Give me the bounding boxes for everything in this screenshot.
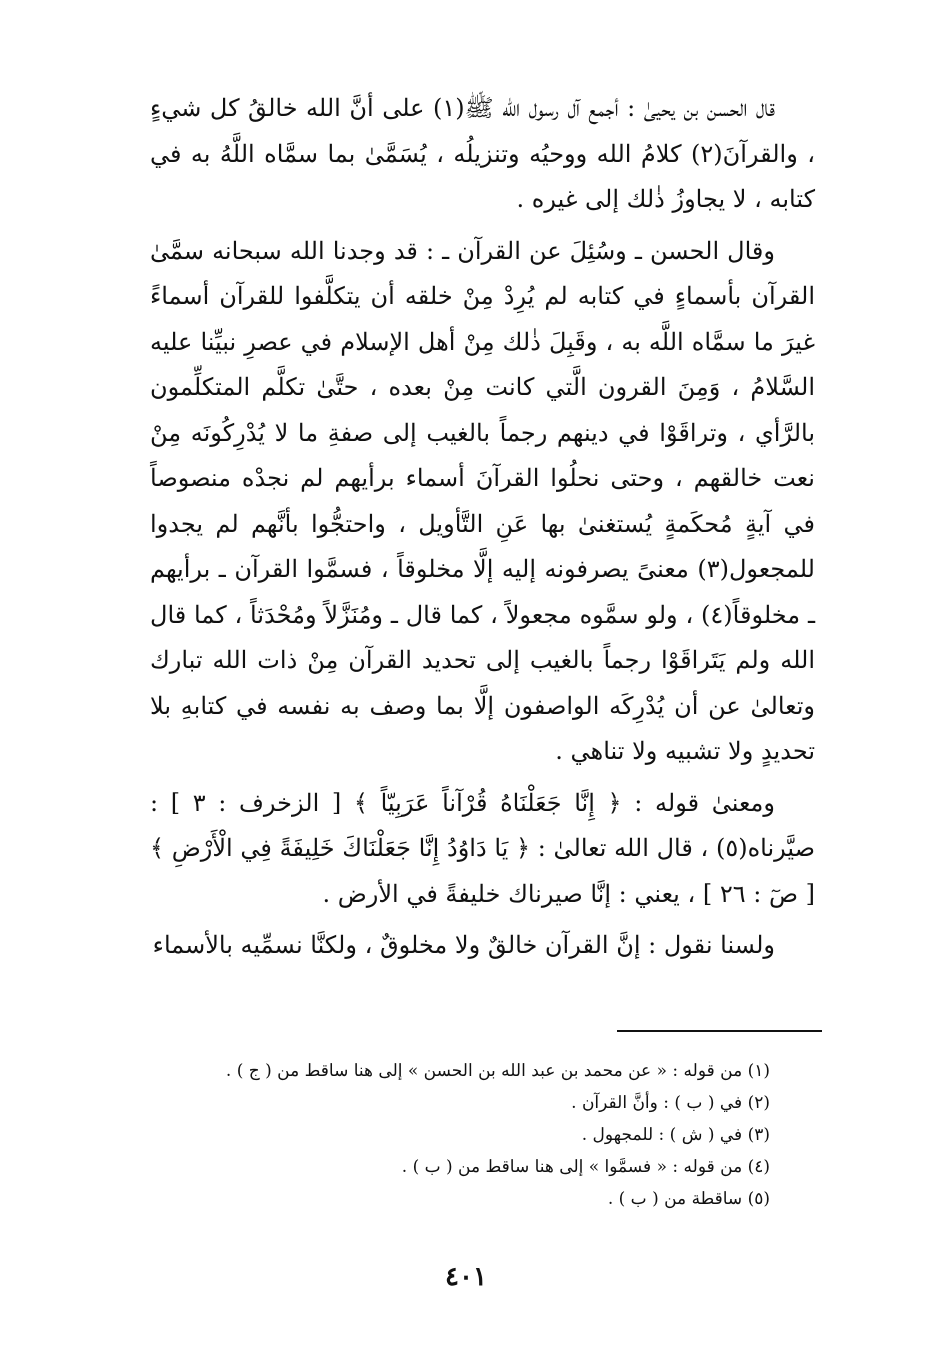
page-number: ٤٠١ <box>445 1262 487 1292</box>
footnote-3: (٣) في ( ش ) : للمجهول . <box>581 1125 770 1145</box>
footnote-2: (٢) في ( ب ) : وأنَّ القرآن . <box>571 1093 770 1113</box>
footnotes <box>150 1055 815 1215</box>
paragraph-4: ولسنا نقول : إنَّ القرآن خالقٌ ولا مخلوقٌ ، ولكنَّا نسمِّيه بالأسماء <box>152 931 775 959</box>
footnote-separator <box>617 1030 822 1032</box>
paragraph-2: وقال الحسن ـ وسُئِلَ عن القرآن ـ : قد وجدنا الله سبحانه سمَّىٰ القرآن بأسماءٍ في كتابه لم يُرِدْ مِنْ خلقه أن يتكلَّفوا للقرآن أسماءً غيرَ ما سمَّاه اللَّه به ، وقَبِلَ ذٰلك مِنْ أهل الإسلام في عصرِ نبيِّنا عليه السَّلامُ ، وَمِنَ القرون الَّتي كانت مِنْ بعده ، حتَّىٰ تكلَّم المتكلِّمون بالرَّأي ، وتراقَوْا في دينهم رجماً بالغيب إلى صفةِ ما لا يُدْرِكُونَه مِنْ نعت خالقهم ، وحتى نحلُوا القرآنَ أسماء برأيهم لم نجدْه منصوصاً في آيةٍ مُحكَمةٍ يُستغنىٰ بها عَنِ التَّأويل ، واحتجُّوا بأنَّهم لم يجدوا للمجعول(٣) معنىً يصرفونه إليه إلَّا مخلوقاً ، فسمَّوا القرآن ـ برأيهم ـ مخلوقاً(٤) ، ولو سمَّوه مجعولاً ، كما قال ـ ومُنَزَّلاً ومُحْدَثاً ، كما قال الله ولم يَتَراقَوْا رجماً بالغيب إلى تحديد القرآن مِنْ ذات الله تبارك وتعالىٰ عن أن يُدْرِكَه الواصفون إلَّا بما وصف به نفسه في كتابهِ بلا تحديدٍ ولا تشبيه ولا تناهي . <box>150 236 816 765</box>
footnote-5: (٥) ساقطة من ( ب ) . <box>607 1189 770 1209</box>
paragraph-1: قال الحسن بن يحيىٰ : أجمع آل رسول الله ﷺ(١) على أنَّ الله خالقُ كل شيءٍ ، والقرآنَ(٢) كلامُ الله ووحيُه وتنزيلُه ، يُسَمَّىٰ بما سمَّاه اللَّهُ به في كتابه ، لا يجاوزُ ذٰلك إلى غيره . <box>150 94 816 213</box>
main-text <box>150 86 815 969</box>
paragraph-3: ومعنىٰ قوله : ﴿ إِنَّا جَعَلْنَاهُ قُرْآناً عَرَبِيّاً ﴾ [ الزخرف : ٣ ] : صيَّرناه(٥) ، قال الله تعالىٰ : ﴿ يَا دَاوُدُ إِنَّا جَعَلْنَاكَ خَلِيفَةً فِي الْأَرْضِ ﴾ [ صٓ : ٢٦ ] ، يعني : إنَّا صيرناك خليفةً في الأرض . <box>150 788 815 908</box>
footnote-4: (٤) من قوله : « فسمَّوا » إلى هنا ساقط من ( ب ) . <box>401 1157 770 1177</box>
footnote-1: (١) من قوله : « عن محمد بن عبد الله بن الحسن » إلى هنا ساقط من ( ج ) . <box>225 1061 770 1081</box>
